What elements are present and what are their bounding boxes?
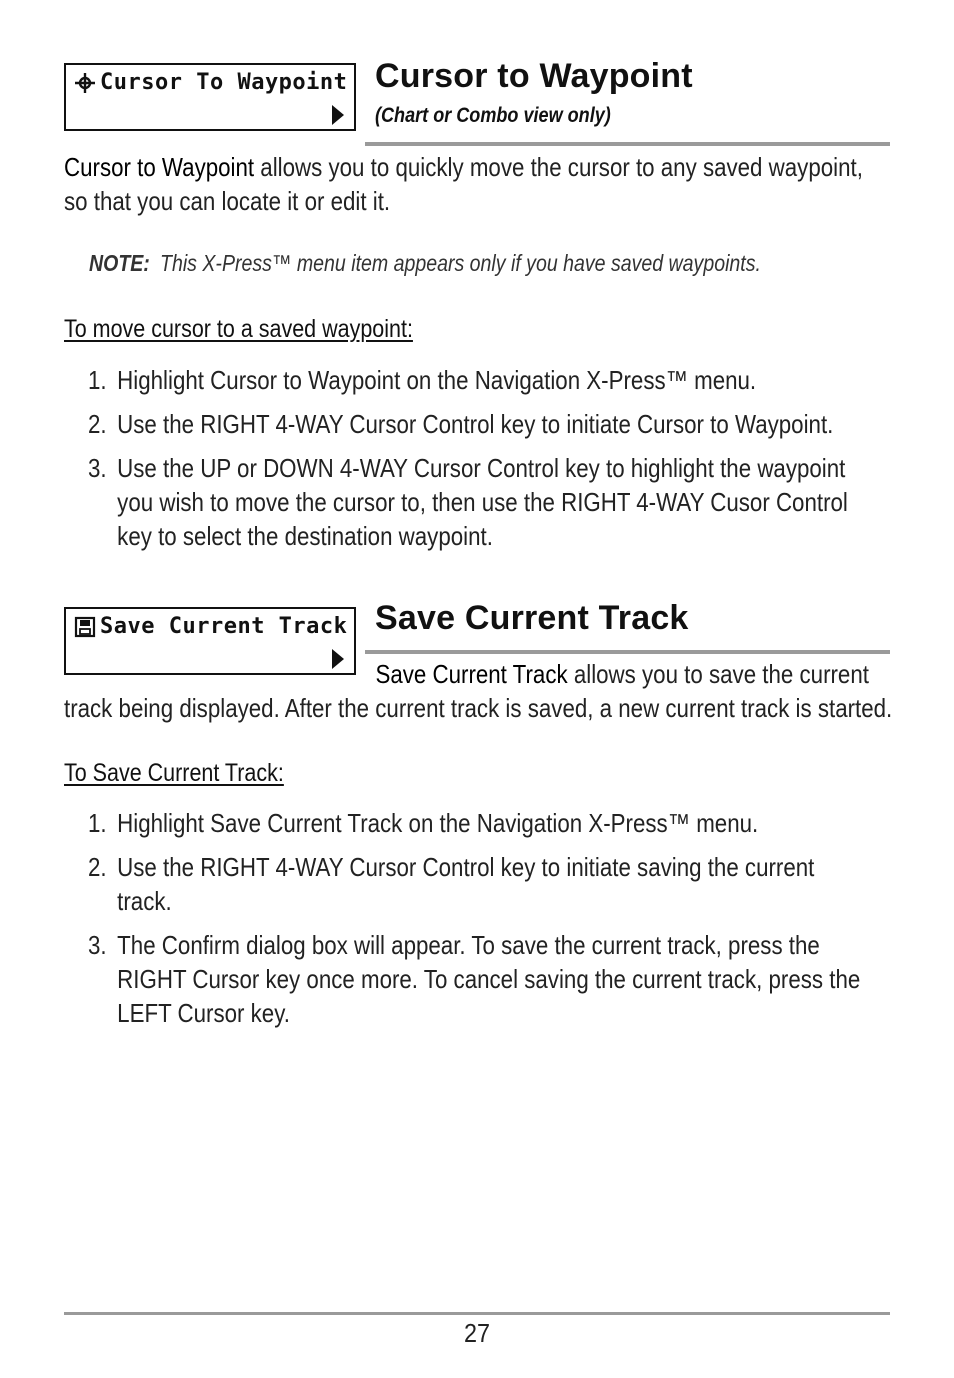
section-divider xyxy=(365,650,890,654)
list-item xyxy=(88,850,873,918)
intro-text: allows you to quickly move the cursor to any saved waypoint, so that you can locate it or edit it. xyxy=(64,152,863,216)
footer-divider xyxy=(64,1312,890,1315)
list-item xyxy=(88,363,873,397)
save-disk-icon xyxy=(74,616,96,638)
step-number: 3. xyxy=(88,453,107,483)
section-subtitle: (Chart or Combo view only) xyxy=(375,104,611,127)
step-number: 2. xyxy=(88,852,107,882)
step-text: Highlight Cursor to Waypoint on the Navigation X-Press™ menu. xyxy=(117,365,757,395)
intro-lead-term: Save Current Track xyxy=(375,659,568,689)
list-item xyxy=(88,928,873,1030)
page-number: 27 xyxy=(463,1318,491,1348)
menu-item-label-row xyxy=(74,614,347,639)
procedure-heading-cursor-to-waypoint: To move cursor to a saved waypoint: xyxy=(64,315,413,343)
step-text: The Confirm dialog box will appear. To save the current track, press the RIGHT Cursor key once more. To cancel saving the current track, press the LEFT Cursor key. xyxy=(117,930,861,1028)
step-number: 3. xyxy=(88,930,107,960)
list-item xyxy=(88,806,873,840)
note xyxy=(89,250,854,277)
list-item xyxy=(88,407,873,441)
intro-lead-term: Cursor to Waypoint xyxy=(64,152,255,182)
crosshair-icon xyxy=(74,72,96,94)
note-text: This X-Press™ menu item appears only if you have saved waypoints. xyxy=(160,250,761,276)
step-text: Use the RIGHT 4-WAY Cursor Control key to initiate saving the current track. xyxy=(117,852,815,916)
steps-list-cursor-to-waypoint xyxy=(88,363,954,553)
step-number: 1. xyxy=(88,365,107,395)
section-title-cursor-to-waypoint: Cursor to Waypoint xyxy=(375,57,693,95)
menu-item-label: Save Current Track xyxy=(100,614,348,639)
right-arrow-icon xyxy=(332,105,344,125)
list-item xyxy=(88,451,873,553)
steps-list-save-current-track xyxy=(88,806,954,1030)
menu-item-label-row xyxy=(74,70,347,95)
procedure-heading-save-current-track: To Save Current Track: xyxy=(64,759,284,787)
section-divider xyxy=(365,142,890,146)
intro-paragraph-cursor-to-waypoint xyxy=(64,150,888,218)
menu-item-label: Cursor To Waypoint xyxy=(100,70,348,95)
step-number: 2. xyxy=(88,409,107,439)
step-text: Highlight Save Current Track on the Navigation X-Press™ menu. xyxy=(117,808,759,838)
intro-text: allows you to save the current track being displayed. After the current track is saved, a new current track is started. xyxy=(64,659,893,723)
note-label: NOTE: xyxy=(89,250,150,276)
step-text: Use the UP or DOWN 4-WAY Cursor Control key to highlight the waypoint you wish to move the cursor to, then use the RIGHT 4-WAY Cusor Control key to select the destination waypoint. xyxy=(117,453,848,551)
step-text: Use the RIGHT 4-WAY Cursor Control key to initiate Cursor to Waypoint. xyxy=(117,409,834,439)
cursor-to-waypoint-menu-item[interactable] xyxy=(64,63,356,131)
intro-paragraph-save-current-track xyxy=(64,657,896,725)
section-title-save-current-track: Save Current Track xyxy=(375,599,689,637)
step-number: 1. xyxy=(88,808,107,838)
